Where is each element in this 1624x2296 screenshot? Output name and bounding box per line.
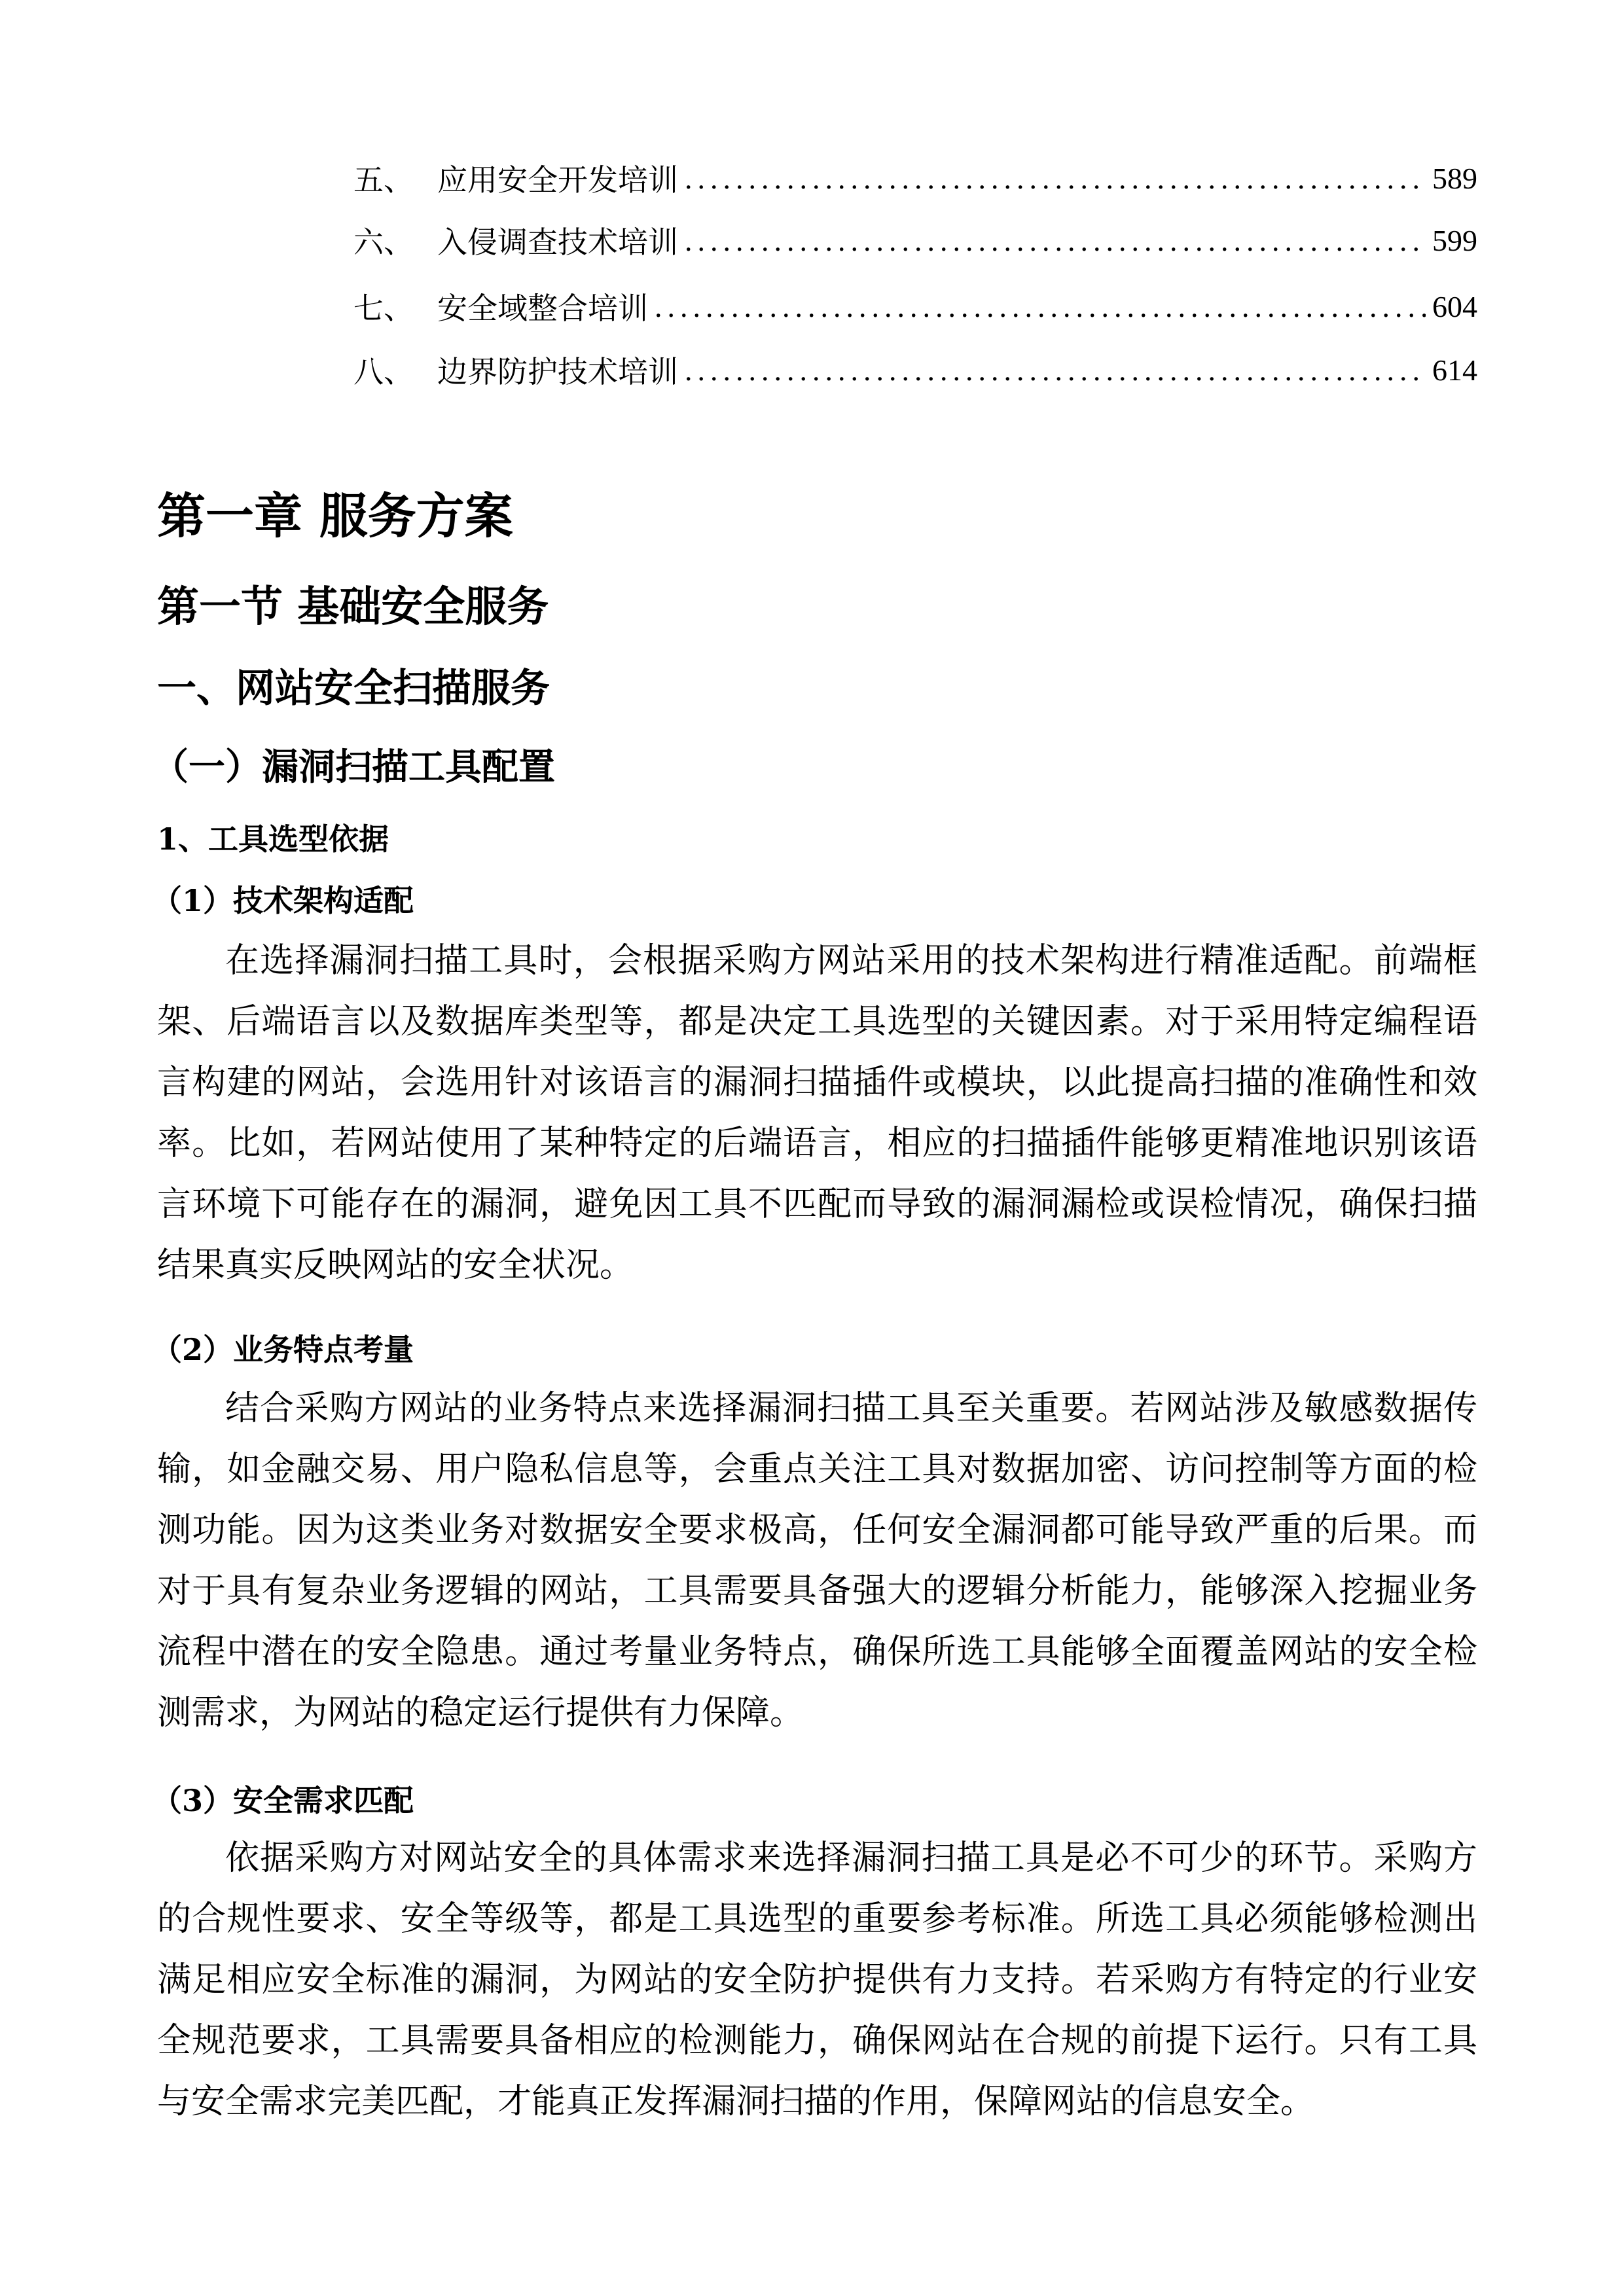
toc-title: 安全域整合培训 [437,291,648,326]
toc-entry[interactable] [353,155,1477,201]
toc-page-number: 599 [1432,223,1477,257]
toc-page-number: 589 [1432,161,1477,195]
paragraph-heading: （3）安全需求匹配 [152,1783,414,1818]
toc-page-number: 614 [1432,353,1477,387]
paragraph-heading: （1）技术架构适配 [152,883,414,918]
toc-number: 八、 [353,354,414,389]
subitem-heading: 1、工具选型依据 [157,821,389,857]
body-paragraph: 在选择漏洞扫描工具时，会根据采购方网站采用的技术架构进行精准适配。前端框架、后端语言以及数据库类型等，都是决定工具选型的关键因素。对于采用特定编程语言构建的网站，会选用针对该语言的漏洞扫描插件或模块，以此提高扫描的准确性和效率。比如，若网站使用了某种特定的后端语言，相应的扫描插件能够更精准地识别该语言环境下可能存在的漏洞，避免因工具不匹配而导致的漏洞漏检或误检情况，确保扫描结果真实反映网站的安全状况。 [157,941,1477,1285]
toc-entry[interactable] [353,283,1477,329]
toc-leader-dots [655,289,1426,324]
toc-leader-dots [685,223,1426,258]
toc-page-number: 604 [1432,289,1477,323]
toc-entry[interactable] [353,347,1477,393]
section-heading: 第一节 基础安全服务 [157,583,549,632]
toc-title: 入侵调查技术培训 [437,224,678,260]
body-paragraph: 结合采购方网站的业务特点来选择漏洞扫描工具至关重要。若网站涉及敏感数据传输，如金融交易、用户隐私信息等，会重点关注工具对数据加密、访问控制等方面的检测功能。因为这类业务对数据安全要求极高，任何安全漏洞都可能导致严重的后果。而对于具有复杂业务逻辑的网站，工具需要具备强大的逻辑分析能力，能够深入挖掘业务流程中潜在的安全隐患。通过考量业务特点，确保所选工具能够全面覆盖网站的安全检测需求，为网站的稳定运行提供有力保障。 [157,1389,1477,1732]
item-heading: （一）漏洞扫描工具配置 [152,745,555,789]
toc-title: 应用安全开发培训 [437,162,678,198]
toc-number: 七、 [353,291,414,326]
toc-number: 六、 [353,224,414,260]
paragraph-heading: （2）业务特点考量 [152,1332,414,1367]
toc-number: 五、 [353,162,414,198]
chapter-heading: 第一章 服务方案 [157,488,513,545]
toc-title: 边界防护技术培训 [437,354,678,389]
toc-leader-dots [685,353,1426,387]
toc-entry[interactable] [353,217,1477,263]
body-paragraph: 依据采购方对网站安全的具体需求来选择漏洞扫描工具是必不可少的环节。采购方的合规性要求、安全等级等，都是工具选型的重要参考标准。所选工具必须能够检测出满足相应安全标准的漏洞，为网站的安全防护提供有力支持。若采购方有特定的行业安全规范要求，工具需要具备相应的检测能力，确保网站在合规的前提下运行。只有工具与安全需求完美匹配，才能真正发挥漏洞扫描的作用，保障网站的信息安全。 [157,1839,1477,2121]
subsection-heading: 一、网站安全扫描服务 [157,666,550,711]
toc-leader-dots [685,161,1426,196]
